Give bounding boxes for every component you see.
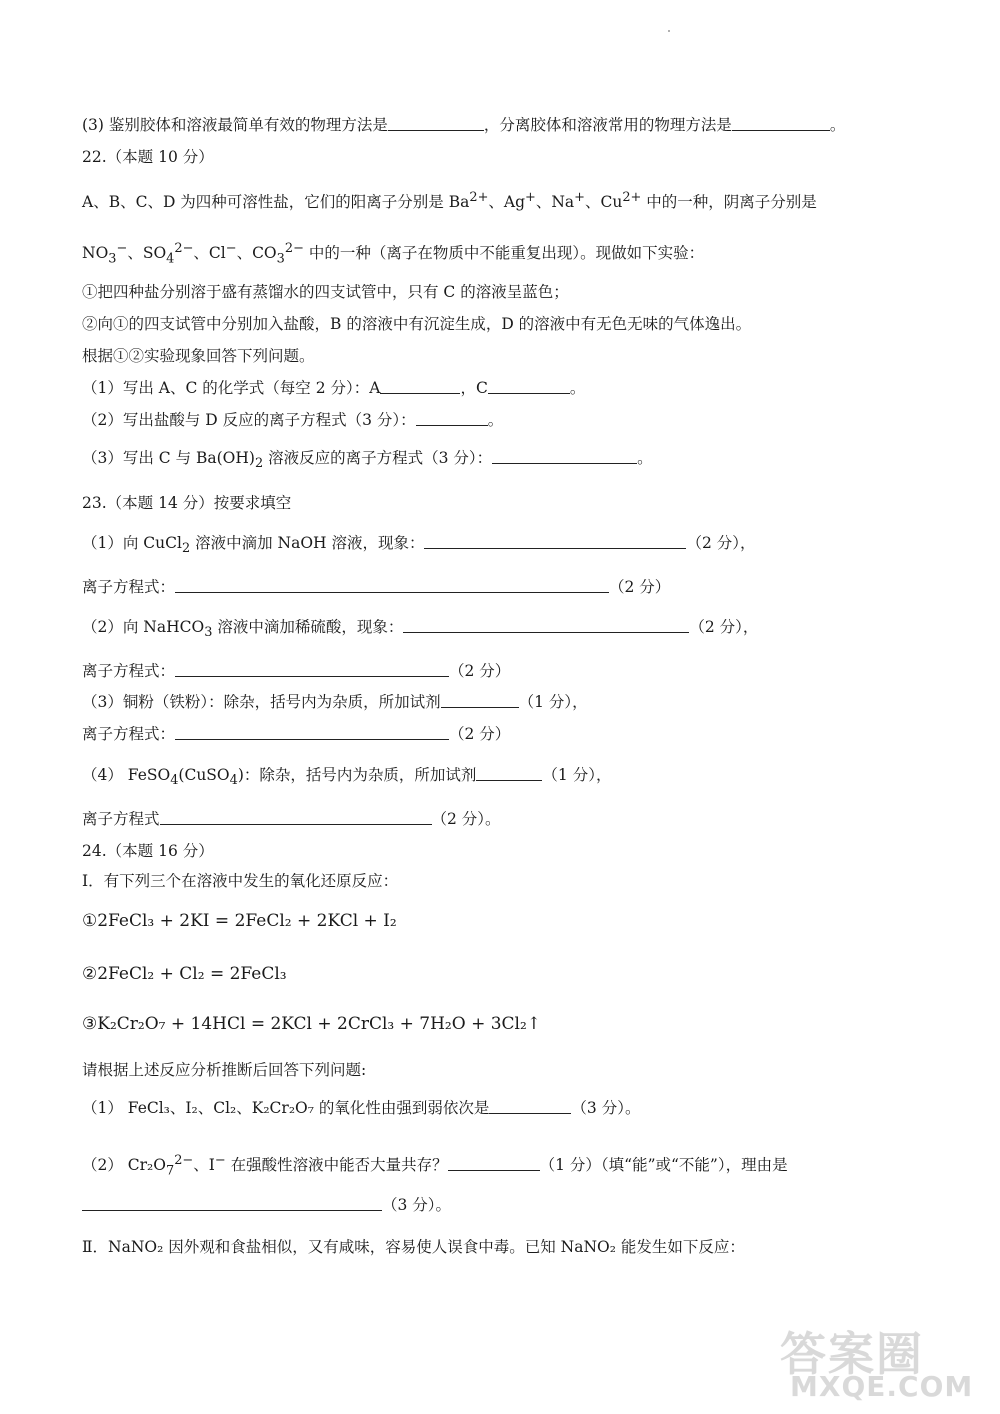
blank[interactable]: [492, 462, 637, 464]
blank[interactable]: [488, 392, 570, 394]
blank[interactable]: [441, 706, 519, 708]
q22-intro-1: A、B、C、D 为四种可溶性盐，它们的阳离子分别是 $Ba^{2+}$、Ag+、Na+、$Cu^{2+}$ 中的一种，阴离子分别是: [82, 190, 817, 212]
q22-intro-2: $NO_3^-$、$SO_4^{2-}$、Cl−、$CO_3^{2-}$ 中的一种（离子在物质中不能重复出现）。现做如下实验：: [82, 241, 705, 267]
q21-part3: (3) 鉴别胶体和溶液最简单有效的物理方法是 ，分离胶体和溶液常用的物理方法是 。: [82, 116, 846, 134]
blank[interactable]: [82, 1209, 382, 1211]
blank[interactable]: [380, 392, 460, 394]
q23-p1-ion: 离子方程式： （2 分）: [82, 578, 671, 596]
q23-title: 23.（本题 14 分）按要求填空: [82, 494, 292, 512]
blank[interactable]: [388, 129, 484, 131]
q23-p4: （4） FeSO$_4$(CuSO$_4$)：除杂，括号内为杂质，所加试剂 （1 分），: [82, 766, 612, 789]
q23-p2: （2）向 NaHCO$_3$ 溶液中滴加稀硫酸，现象： （2 分），: [82, 618, 759, 641]
q23-p2-ion: 离子方程式： （2 分）: [82, 662, 511, 680]
blank[interactable]: [476, 779, 542, 781]
q24-part2: Ⅱ．NaNO₂ 因外观和食盐相似，又有咸味，容易使人误食中毒。已知 NaNO₂ 能发生如下反应：: [82, 1238, 745, 1256]
blank[interactable]: [175, 591, 609, 593]
q23-p3-ion: 离子方程式： （2 分）: [82, 725, 511, 743]
reaction-3: ③K₂Cr₂O₇ + 14HCl = 2KCl + 2CrCl₃ + 7H₂O + 3Cl₂↑: [82, 1014, 542, 1034]
blank[interactable]: [403, 631, 689, 633]
q23-p1: （1）向 CuCl$_2$ 溶液中滴加 NaOH 溶液，现象： （2 分），: [82, 534, 756, 557]
blank[interactable]: [732, 129, 830, 131]
q22-ask: 根据①②实验现象回答下列问题。: [82, 347, 315, 365]
reaction-2: ②2FeCl₂ + Cl₂ = 2FeCl₃: [82, 964, 287, 984]
q24-part1: Ⅰ．有下列三个在溶液中发生的氧化还原反应：: [82, 872, 399, 890]
blank[interactable]: [175, 675, 449, 677]
blank[interactable]: [448, 1169, 540, 1171]
q22-sub1: （1）写出 A、C 的化学式（每空 2 分）：A ，C 。: [82, 379, 586, 397]
q22-exp2: ②向①的四支试管中分别加入盐酸，B 的溶液中有沉淀生成，D 的溶液中有无色无味的气体逸出。: [82, 315, 752, 333]
reaction-1: ①2FeCl₃ + 2KI = 2FeCl₂ + 2KCl + I₂: [82, 911, 397, 931]
q24-please: 请根据上述反应分析推断后回答下列问题:: [82, 1061, 367, 1079]
q23-p4-ion: 离子方程式 （2 分）。: [82, 810, 501, 828]
watermark-url: MXQE.COM: [790, 1370, 974, 1403]
q23-p3: （3）铜粉（铁粉）：除杂，括号内为杂质，所加试剂 （1 分），: [82, 693, 588, 711]
q24-s2: （2） $Cr_2O_7^{2-}$、I− 在强酸性溶液中能否大量共存？ （1 分）（填“能”或“不能”），理由是: [82, 1153, 788, 1179]
q22-sub2: （2）写出盐酸与 D 反应的离子方程式（3 分）： 。: [82, 411, 504, 429]
q22-sub3: （3）写出 C 与 $Ba(OH)_2$ 溶液反应的离子方程式（3 分）： 。: [82, 449, 653, 472]
q22-title: 22.（本题 10 分）: [82, 148, 214, 166]
speck: [668, 30, 670, 32]
blank[interactable]: [416, 424, 488, 426]
q24-s2-reason: （3 分）。: [82, 1198, 451, 1214]
q22-exp1: ①把四种盐分别溶于盛有蒸馏水的四支试管中，只有 C 的溶液呈蓝色；: [82, 283, 569, 301]
blank[interactable]: [160, 823, 432, 825]
watermark-logo: [780, 1318, 980, 1406]
watermark-text: 答案圈: [780, 1327, 924, 1381]
blank[interactable]: [489, 1112, 571, 1114]
blank[interactable]: [424, 547, 686, 549]
q24-s1: （1） FeCl₃、I₂、Cl₂、K₂Cr₂O₇ 的氧化性由强到弱依次是 （3 分）。: [82, 1099, 641, 1117]
blank[interactable]: [175, 738, 449, 740]
q24-title: 24.（本题 16 分）: [82, 842, 214, 860]
